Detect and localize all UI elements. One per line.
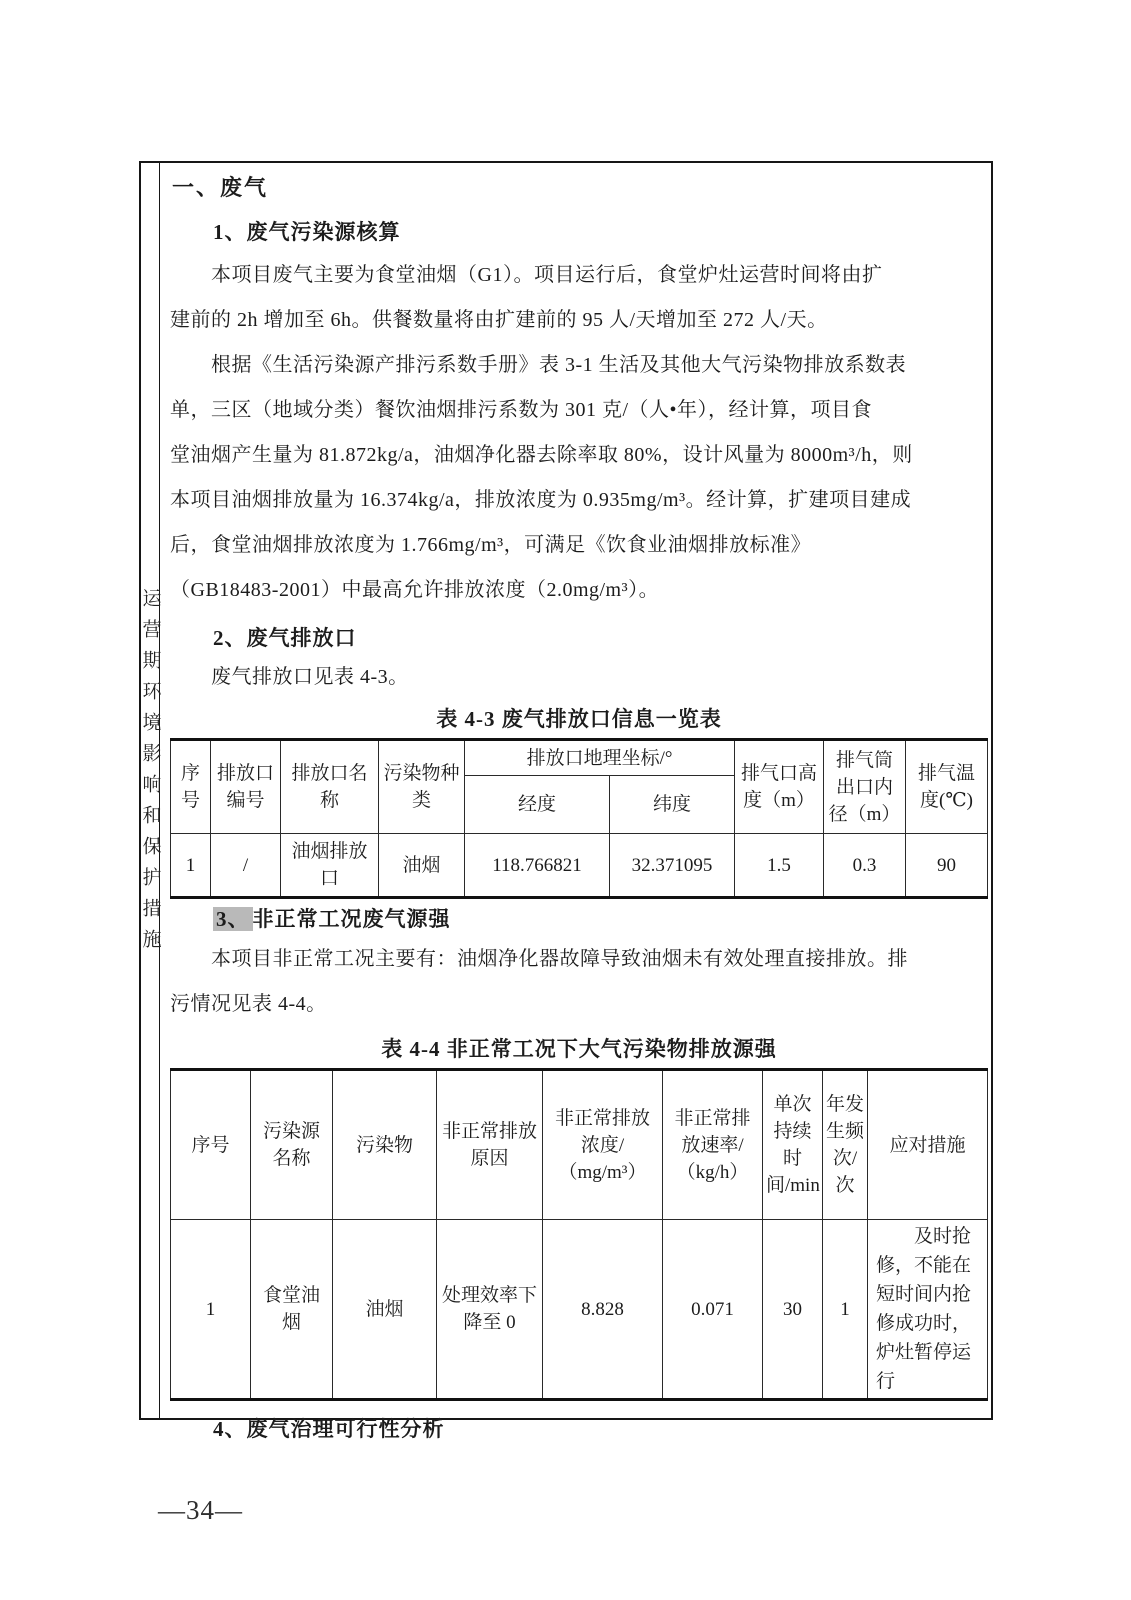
t44-cell-sulv: 0.071 [663,1220,763,1400]
t44-cell-nongdu: 8.828 [543,1220,663,1400]
t44-cell-shijian: 30 [763,1220,823,1400]
highlighted-number: 3、 [213,907,253,931]
t44-cell-pinci: 1 [823,1220,868,1400]
t43-cell-jingdu: 118.766821 [465,834,610,898]
paragraph-3 [170,655,988,700]
t44-header-paifang-yuanyin: 非正常排放原因 [437,1070,543,1220]
subsection-heading-3 [213,905,988,933]
paragraph-1 [170,253,988,343]
sidebar-vertical-label: 运营期环境影响和保护措施 [139,588,161,960]
t44-cell-xuhao: 1 [171,1220,251,1400]
t43-header-paiqitong-neijing: 排气筒出口内径（m） [824,740,906,834]
t44-cell-wuranyuan: 食堂油烟 [251,1220,333,1400]
t43-header-paiqi-wendu: 排气温度(℃) [906,740,988,834]
t43-cell-neijing: 0.3 [824,834,906,898]
t43-cell-xuhao: 1 [171,834,211,898]
t43-cell-bianhao: / [211,834,281,898]
t44-data-row [171,1220,988,1400]
t43-cell-zhonglei: 油烟 [379,834,465,898]
table-4-3-title: 表 4-3 废气排放口信息一览表 [436,707,722,731]
t44-header-nianfasheng-pinci: 年发生频次/次 [823,1070,868,1220]
paragraph-line: 本项目废气主要为食堂油烟（G1）。项目运行后，食堂炉灶运营时间将由扩 [211,264,883,286]
t43-header-weidu: 纬度 [610,776,735,834]
subsection-heading-1: 1、废气污染源核算 [213,220,401,244]
paragraph-4 [170,937,988,1027]
t43-cell-gaodu: 1.5 [735,834,824,898]
t43-cell-mingcheng: 油烟排放口 [281,834,379,898]
t44-header-xuhao: 序号 [171,1070,251,1220]
t44-cell-yuanyin: 处理效率下降至 0 [437,1220,543,1400]
subsection-heading-2: 2、废气排放口 [213,626,357,650]
t43-cell-weidu: 32.371095 [610,834,735,898]
subsection-3-title: 非正常工况废气源强 [252,907,451,931]
t44-header-yingdui-cuoshi: 应对措施 [868,1070,988,1220]
content-area [160,163,997,1441]
t44-header-wuranwu: 污染物 [333,1070,437,1220]
paragraph-2 [170,343,988,613]
t43-cell-wendu: 90 [906,834,988,898]
paragraph-line: （GB18483-2001）中最高允许排放浓度（2.0mg/m³）。 [170,579,660,601]
t44-header-wuranyuan-mingcheng: 污染源名称 [251,1070,333,1220]
table-4-4 [170,1068,988,1401]
t43-header-jingdu: 经度 [465,776,610,834]
table-4-4-title: 表 4-4 非正常工况下大气污染物排放源强 [381,1037,777,1061]
subsection-heading-4: 4、废气治理可行性分析 [213,1417,445,1441]
table-4-3 [170,738,988,899]
paragraph-line: 单，三区（地域分类）餐饮油烟排污系数为 301 克/（人•年），经计算，项目食 [170,399,873,421]
section-heading-waste-gas: 一、废气 [172,175,269,200]
sidebar-column [141,163,160,1418]
paragraph-line: 后，食堂油烟排放浓度为 1.766mg/m³，可满足《饮食业油烟排放标准》 [170,534,812,556]
t44-header-chixu-shijian: 单次持续时间/min [763,1070,823,1220]
paragraph-line: 污情况见表 4-4。 [170,993,327,1015]
t44-header-paifang-sulv: 非正常排放速率/（kg/h） [663,1070,763,1220]
t44-cell-cuoshi [868,1220,988,1400]
t43-header-xuhao: 序号 [171,740,211,834]
t43-header-paiqikou-gaodu: 排气口高度（m） [735,740,824,834]
paragraph-line: 本项目非正常工况主要有：油烟净化器故障导致油烟未有效处理直接排放。排 [211,948,908,970]
t43-header-dili-zuobiao: 排放口地理坐标/° [465,740,735,776]
t44-cell-wuranwu: 油烟 [333,1220,437,1400]
t43-header-paifangkou-mingcheng: 排放口名称 [281,740,379,834]
t44-header-paifang-nongdu: 非正常排放浓度/（mg/m³） [543,1070,663,1220]
t44-cuoshi-text: 及时抢修，不能在短时间内抢修成功时，炉灶暂停运行 [876,1226,972,1392]
paragraph-line: 根据《生活污染源产排污系数手册》表 3-1 生活及其他大气污染物排放系数表 [211,354,907,376]
paragraph-line: 建前的 2h 增加至 6h。供餐数量将由扩建前的 95 人/天增加至 272 人/天。 [170,309,828,331]
paragraph-line: 本项目油烟排放量为 16.374kg/a，排放浓度为 0.935mg/m³。经计算，扩建项目建成 [170,489,912,511]
t43-header-paifangkou-bianhao: 排放口编号 [211,740,281,834]
t43-data-row [171,834,988,898]
document-frame [139,161,993,1441]
t43-header-wuranwu-zhonglei: 污染物种类 [379,740,465,834]
paragraph-line: 废气排放口见表 4-3。 [211,666,409,688]
page-number: —34— [158,1495,243,1525]
paragraph-line: 堂油烟产生量为 81.872kg/a，油烟净化器去除率取 80%，设计风量为 8000m³/h，则 [170,444,913,466]
